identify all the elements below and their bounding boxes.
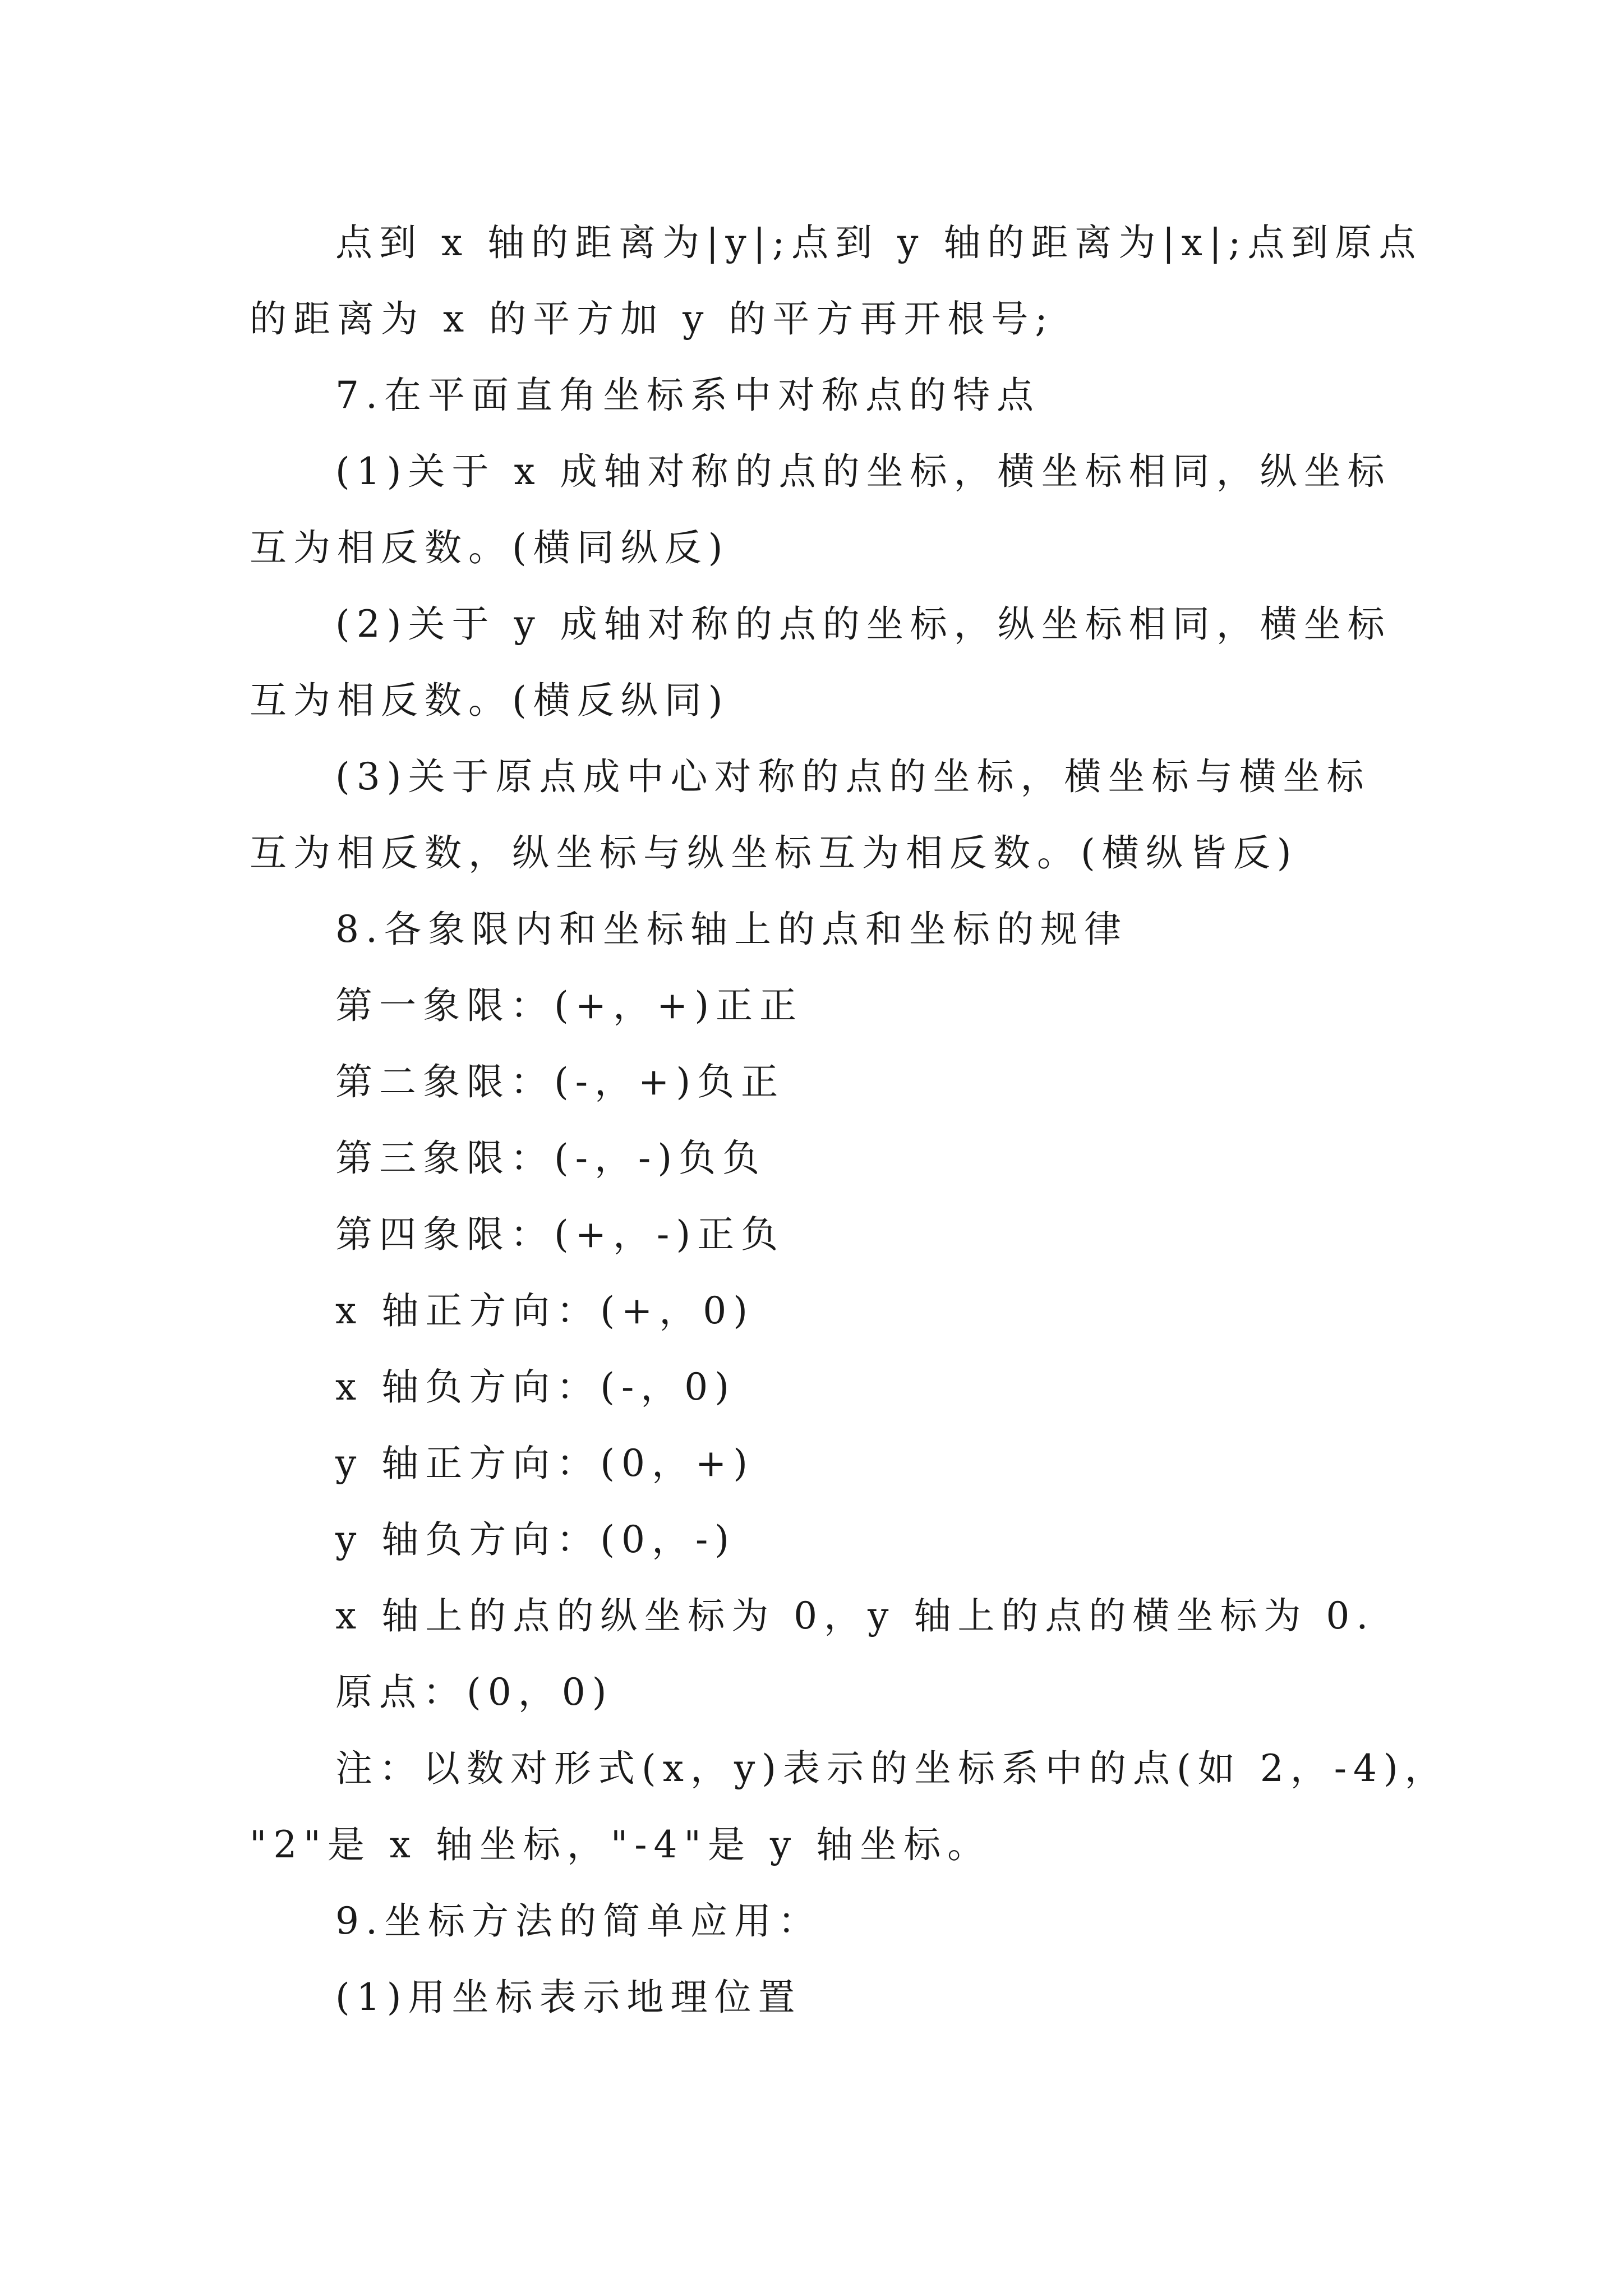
list-item: y 轴负方向：(0，-)	[335, 1518, 736, 1561]
list-item: x 轴正方向：(+，0)	[335, 1289, 754, 1332]
list-item: 原点：(0，0)	[335, 1671, 614, 1714]
list-item: y 轴正方向：(0，+)	[335, 1442, 755, 1485]
paragraph-line: (1)关于 x 成轴对称的点的坐标，横坐标相同，纵坐标	[335, 450, 1391, 493]
list-item: 第二象限：(-，+)负正	[335, 1060, 785, 1103]
paragraph-line: 的距离为 x 的平方加 y 的平方再开根号;	[250, 297, 1054, 341]
section-heading: 8.各象限内和坐标轴上的点和坐标的规律	[335, 908, 1128, 951]
paragraph-line: (3)关于原点成中心对称的点的坐标，横坐标与横坐标	[335, 755, 1371, 798]
paragraph-line: 互为相反数。(横同纵反)	[250, 526, 730, 569]
paragraph-line: (2)关于 y 成轴对称的点的坐标，纵坐标相同，横坐标	[335, 602, 1391, 646]
section-heading: 9.坐标方法的简单应用：	[335, 1899, 822, 1943]
list-item: 第一象限：(+，+)正正	[335, 984, 804, 1027]
section-heading: 7.在平面直角坐标系中对称点的特点	[335, 374, 1040, 417]
paragraph-line: 点到 x 轴的距离为|y|;点到 y 轴的距离为|x|;点到原点	[335, 221, 1423, 264]
note-line: 注：以数对形式(x，y)表示的坐标系中的点(如 2，-4)，	[335, 1747, 1449, 1790]
note-line: "2"是 x 轴坐标，"-4"是 y 轴坐标。	[250, 1823, 992, 1866]
document-body	[250, 205, 1449, 2036]
list-item: 第四象限：(+，-)正负	[335, 1213, 785, 1256]
paragraph-line: x 轴上的点的纵坐标为 0，y 轴上的点的横坐标为 0.	[335, 1594, 1375, 1637]
list-item: 第三象限：(-，-)负负	[335, 1137, 767, 1180]
paragraph-line: 互为相反数，纵坐标与纵坐标互为相反数。(横纵皆反)	[250, 831, 1298, 875]
paragraph-line: (1)用坐标表示地理位置	[335, 1976, 802, 2019]
paragraph-line: 互为相反数。(横反纵同)	[250, 679, 730, 722]
list-item: x 轴负方向：(-，0)	[335, 1365, 736, 1409]
